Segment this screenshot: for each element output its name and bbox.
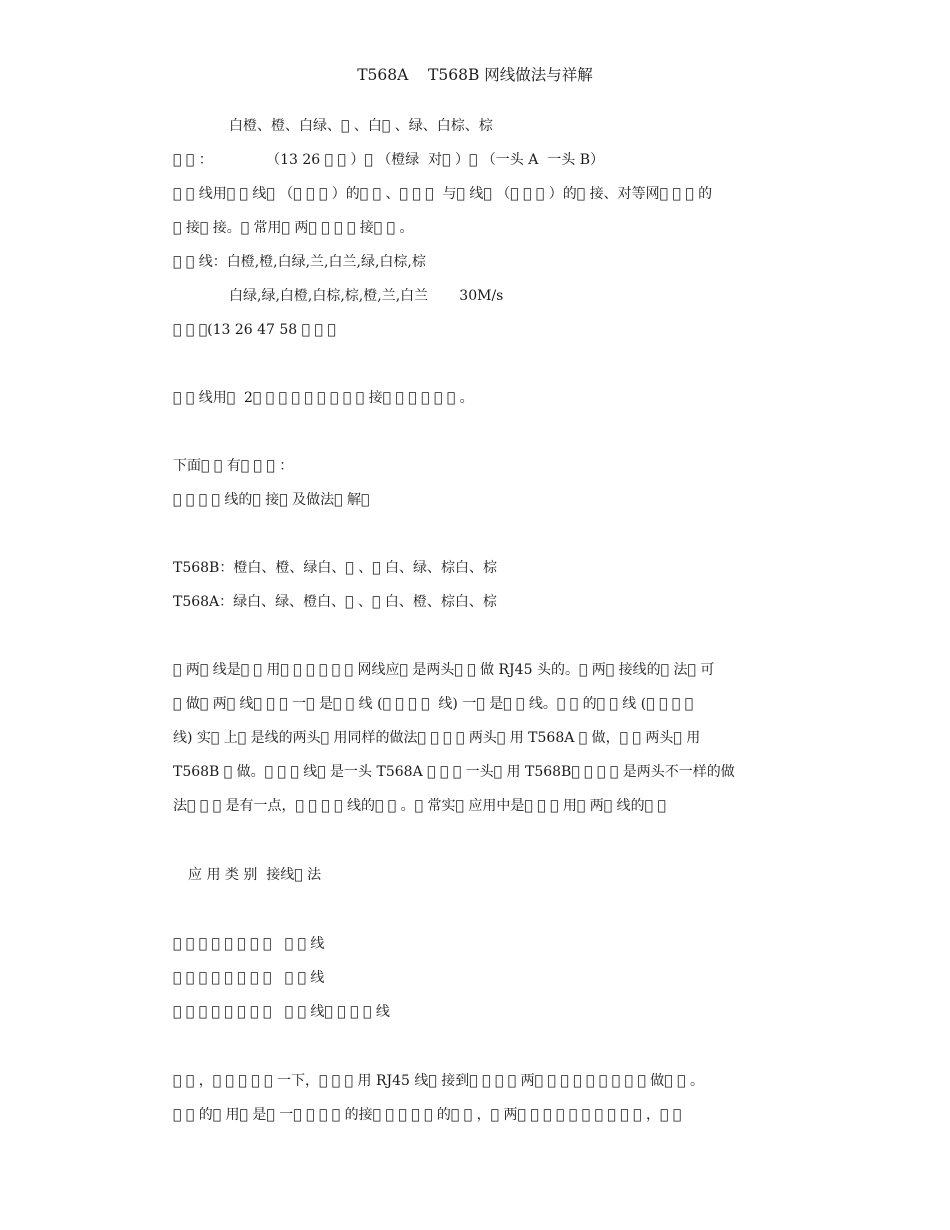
text-line:   两  线是    用            网线应  是两头    做 RJ45 头的。  两  接线的  法  可 [173, 662, 715, 678]
text-line:                     线 [173, 970, 325, 986]
text-line:                     线        线 [173, 1004, 390, 1020]
section-heading: 应 用 类 别 接线  法 [188, 867, 322, 883]
text-line:     ：(13 26 47 58     ） [173, 322, 336, 338]
text-line: T568A：绿白、绿、橙白、  、  白、橙、棕白、棕 [173, 594, 497, 610]
text-line:     线用    线  （      ）的    、      与  线  （      ）的  接、对等网      的 [173, 186, 713, 202]
text-line: 法      是有一点，        线的    。  常实  应用中是      用  两  线的    [173, 798, 666, 814]
text-line: 白绿,绿,白橙,白棕,棕,橙,兰,白兰 30M/s [229, 288, 504, 304]
text-line:         线的  接  及做法  解  [173, 492, 370, 508]
text-line: T568B：橙白、橙、绿白、  、  白、绿、棕白、棕 [173, 560, 498, 576]
text-line:                     线 [173, 936, 325, 952]
text-line: T568B   做。      线  是一头 T568A       一头  用 T568B        是两头不一样的做 [173, 764, 735, 780]
text-line:     的  用  是  一        的接          的    ，  两                    ，    [173, 1107, 682, 1123]
text-line:     ： （13 26     ）  （橙绿 对  ）  （一头 A 一头 B） [173, 152, 604, 168]
text-line:   接  接。  常用  两        接    。 [173, 220, 414, 236]
text-line:     ，          一下，      用 RJ45 线  接到        两                  做    。 [173, 1073, 705, 1089]
text-line: 白橙、橙、白绿、  、白  、绿、白棕、棕 [229, 118, 493, 134]
document-title: T568A T568B 网线做法与祥解 [357, 66, 593, 84]
text-line: 下面    有      ： [173, 458, 294, 474]
text-line:     线：白橙,橙,白绿,兰,白兰,绿,白棕,棕 [173, 254, 426, 270]
text-line: 线) 实  上  是线的两头  用同样的做法        两头  用 T568A   做，    两头  用 [173, 730, 701, 746]
text-line:   做  两  线      一  是    线 (        线) 一  是    线。    的    线 (        [173, 696, 694, 712]
text-line:     线用  2                  接            。 [173, 390, 474, 406]
